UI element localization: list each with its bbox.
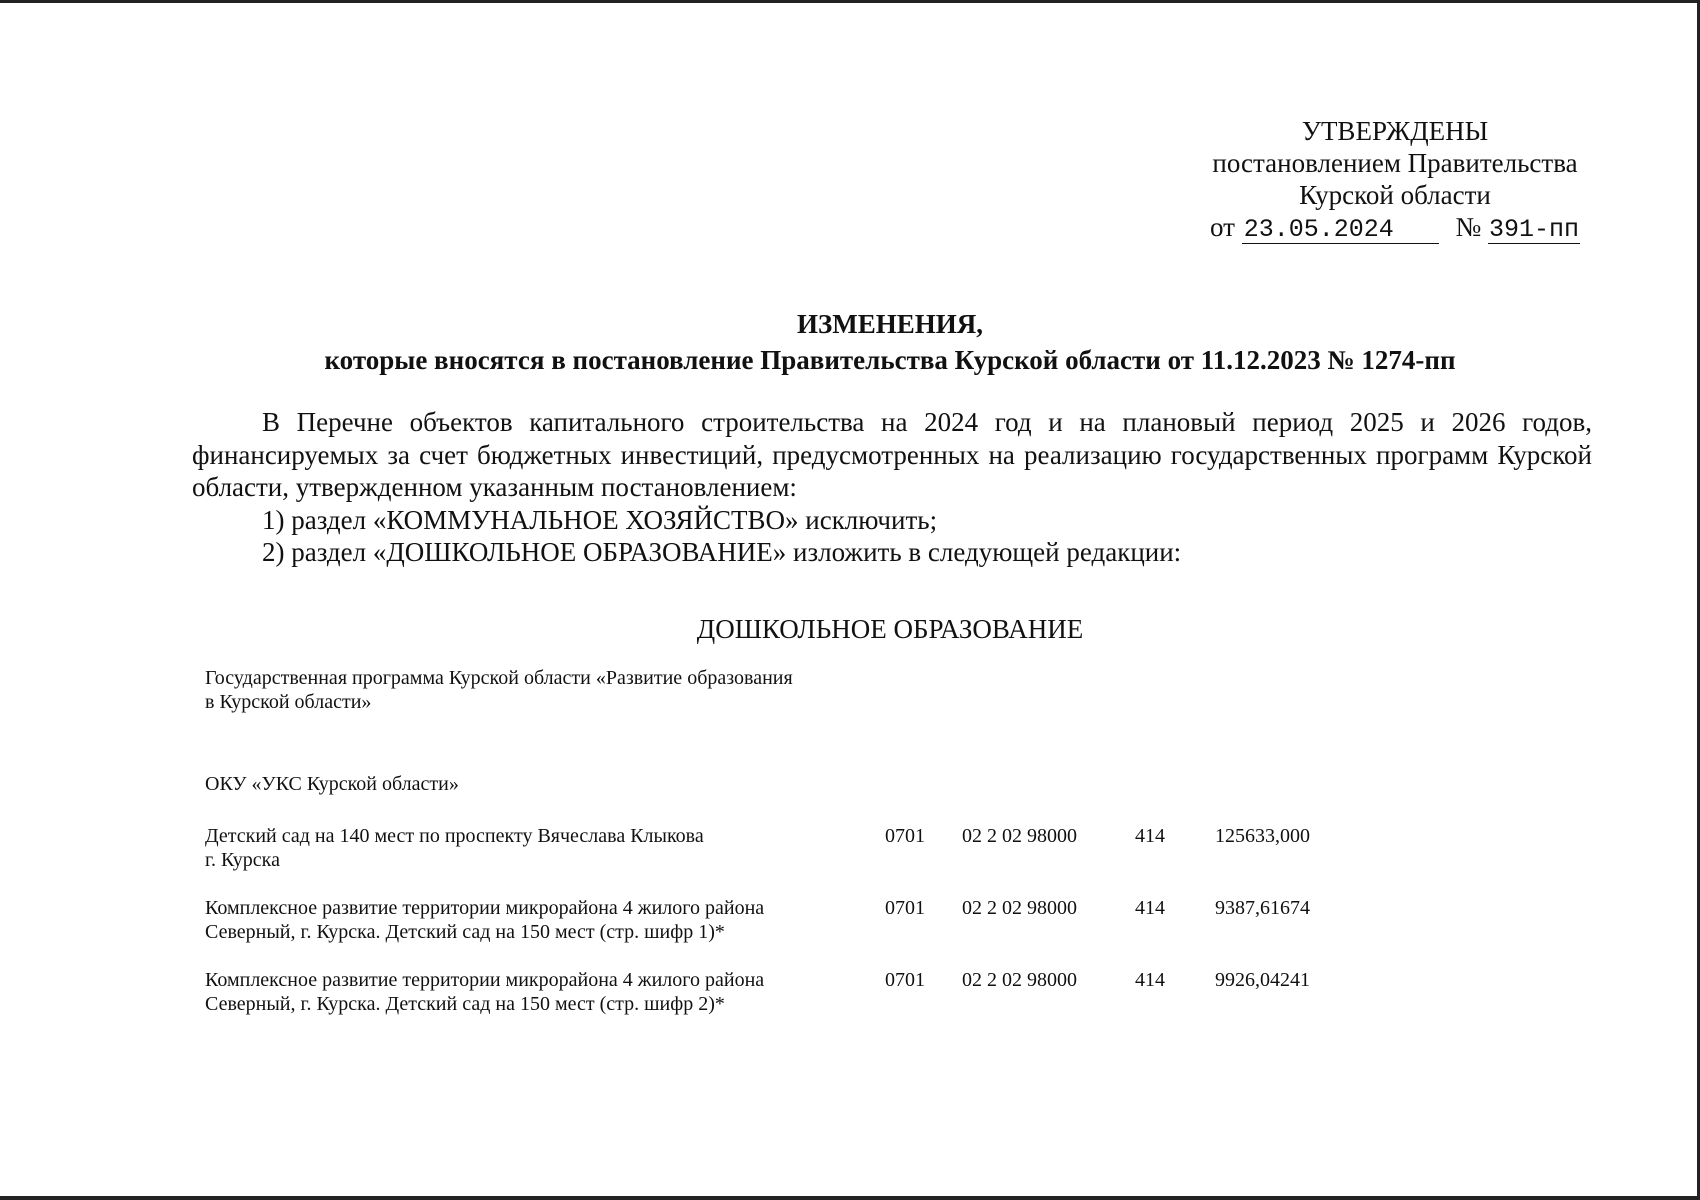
object-name <box>205 824 845 872</box>
target-code: 02 2 02 98000 <box>962 825 1077 847</box>
approval-number: 391-пп <box>1488 215 1579 244</box>
body-item-2: 2) раздел «ДОШКОЛЬНОЕ ОБРАЗОВАНИЕ» изложить в следующей редакции: <box>262 537 1182 567</box>
approval-region: Курской области <box>1299 180 1491 210</box>
approval-stamp <box>1185 115 1605 244</box>
object-name <box>205 896 845 944</box>
program-label <box>205 666 905 714</box>
object-name-line-2: Северный, г. Курска. Детский сад на 150 мест (стр. шифр 2)* <box>205 993 725 1015</box>
target-code: 02 2 02 98000 <box>962 897 1077 919</box>
document-subtitle: которые вносятся в постановление Правительства Курской области от 11.12.2023 № 1274-пп <box>324 345 1456 375</box>
approval-date: 23.05.2024 <box>1242 217 1439 244</box>
program-label-line-2: в Курской области» <box>205 691 372 713</box>
expense-type-code: 414 <box>1135 897 1165 919</box>
program-label-line-1: Государственная программа Курской области «Развитие образования <box>205 667 793 689</box>
table-row <box>205 896 1405 968</box>
section-code: 0701 <box>885 825 925 847</box>
number-prefix: № <box>1455 212 1482 242</box>
date-prefix: от <box>1210 212 1235 242</box>
objects-table <box>205 824 1405 1040</box>
document-body <box>192 406 1592 569</box>
body-item-1: 1) раздел «КОММУНАЛЬНОЕ ХОЗЯЙСТВО» исключить; <box>262 504 938 535</box>
document-title: ИЗМЕНЕНИЯ, <box>796 309 983 339</box>
section-code: 0701 <box>885 897 925 919</box>
object-name-line-1: Комплексное развитие территории микрорайона 4 жилого района <box>205 897 765 919</box>
approval-title: УТВЕРЖДЕНЫ <box>1301 116 1489 146</box>
object-name-line-1: Детский сад на 140 мест по проспекту Вячеслава Клыкова <box>205 825 704 847</box>
amount: 9926,04241 <box>1215 969 1310 991</box>
amount: 125633,000 <box>1215 825 1310 847</box>
table-row <box>205 968 1405 1040</box>
organization-label: ОКУ «УКС Курской области» <box>205 773 459 795</box>
object-name-line-1: Комплексное развитие территории микрорайона 4 жилого района <box>205 969 765 991</box>
amount: 9387,61674 <box>1215 897 1310 919</box>
approval-date-line <box>1185 211 1605 244</box>
object-name-line-2: Северный, г. Курска. Детский сад на 150 мест (стр. шифр 1)* <box>205 921 725 943</box>
target-code: 02 2 02 98000 <box>962 969 1077 991</box>
table-row <box>205 824 1405 896</box>
expense-type-code: 414 <box>1135 825 1165 847</box>
section-title: ДОШКОЛЬНОЕ ОБРАЗОВАНИЕ <box>696 614 1084 644</box>
section-code: 0701 <box>885 969 925 991</box>
body-paragraph: В Перечне объектов капитального строительства на 2024 год и на плановый период 2025 и 2026 годов, финансируемых за счет бюджетных инвестиций, предусмотренных на реализацию государственных программ Курской области, утвержденном указанным постановлением: <box>192 407 1592 502</box>
approval-issuer: постановлением Правительства <box>1212 148 1578 178</box>
object-name-line-2: г. Курска <box>205 849 280 871</box>
object-name <box>205 968 845 1016</box>
expense-type-code: 414 <box>1135 969 1165 991</box>
